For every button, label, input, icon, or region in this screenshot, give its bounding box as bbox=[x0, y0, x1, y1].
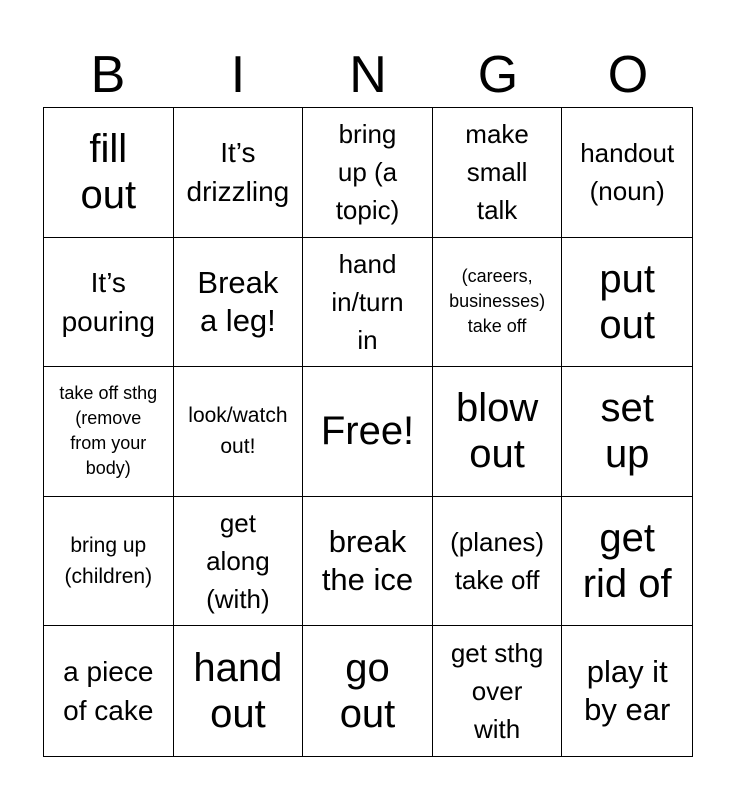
cell-text: hand in/turn in bbox=[331, 248, 404, 355]
header-letter-n: N bbox=[349, 46, 387, 104]
cell-text: It’s drizzling bbox=[186, 137, 290, 208]
cell-text: put out bbox=[599, 256, 655, 347]
bingo-cell[interactable] bbox=[303, 108, 433, 238]
cell-text: look/watch out! bbox=[188, 404, 288, 459]
bingo-cell[interactable] bbox=[44, 497, 174, 627]
cell-text: blow out bbox=[455, 386, 539, 477]
cell-text: a piece of cake bbox=[63, 656, 154, 727]
bingo-header bbox=[43, 44, 693, 106]
bingo-cell[interactable] bbox=[174, 626, 304, 756]
bingo-cell[interactable] bbox=[562, 497, 692, 627]
bingo-cell[interactable] bbox=[433, 497, 563, 627]
bingo-cell[interactable] bbox=[174, 108, 304, 238]
cell-text: make small talk bbox=[465, 119, 529, 226]
bingo-cell[interactable] bbox=[44, 626, 174, 756]
cell-text: It’s pouring bbox=[61, 266, 155, 337]
cell-text: bring up (a topic) bbox=[335, 119, 400, 226]
bingo-cell[interactable] bbox=[44, 108, 174, 238]
header-letter-o: O bbox=[607, 46, 649, 104]
bingo-board bbox=[43, 107, 693, 757]
bingo-cell[interactable] bbox=[562, 626, 692, 756]
bingo-cell[interactable] bbox=[562, 367, 692, 497]
cell-text: set up bbox=[600, 386, 654, 477]
bingo-cell[interactable] bbox=[433, 238, 563, 368]
cell-text: handout (noun) bbox=[580, 138, 675, 207]
bingo-cell[interactable] bbox=[44, 238, 174, 368]
cell-text: play it by ear bbox=[584, 654, 671, 728]
bingo-cell[interactable] bbox=[303, 497, 433, 627]
cell-text: get rid of bbox=[582, 516, 672, 607]
free-space[interactable] bbox=[303, 367, 433, 497]
bingo-cell[interactable] bbox=[303, 626, 433, 756]
cell-text: take off sthg (remove from your body) bbox=[59, 383, 158, 479]
cell-text: get along (with) bbox=[206, 508, 270, 615]
cell-text: fill out bbox=[80, 127, 137, 218]
bingo-cell[interactable] bbox=[174, 367, 304, 497]
bingo-cell[interactable] bbox=[174, 497, 304, 627]
cell-text: get sthg over with bbox=[450, 638, 544, 745]
cell-text: (planes) take off bbox=[450, 527, 545, 596]
cell-text: (careers, businesses) take off bbox=[449, 266, 546, 337]
bingo-cell[interactable] bbox=[44, 367, 174, 497]
header-letter-i: I bbox=[230, 46, 246, 104]
bingo-cell[interactable] bbox=[433, 367, 563, 497]
bingo-cell[interactable] bbox=[562, 238, 692, 368]
bingo-cell[interactable] bbox=[562, 108, 692, 238]
cell-text: go out bbox=[339, 646, 396, 737]
cell-text: Free! bbox=[320, 409, 415, 454]
bingo-cell[interactable] bbox=[433, 108, 563, 238]
bingo-cell[interactable] bbox=[303, 238, 433, 368]
cell-text: break the ice bbox=[321, 524, 414, 598]
cell-text: bring up (children) bbox=[64, 534, 153, 589]
bingo-cell[interactable] bbox=[174, 238, 304, 368]
bingo-cell[interactable] bbox=[433, 626, 563, 756]
header-letter-b: B bbox=[90, 46, 126, 104]
header-letter-g: G bbox=[477, 46, 519, 104]
cell-text: hand out bbox=[193, 646, 283, 737]
cell-text: Break a leg! bbox=[197, 264, 279, 338]
